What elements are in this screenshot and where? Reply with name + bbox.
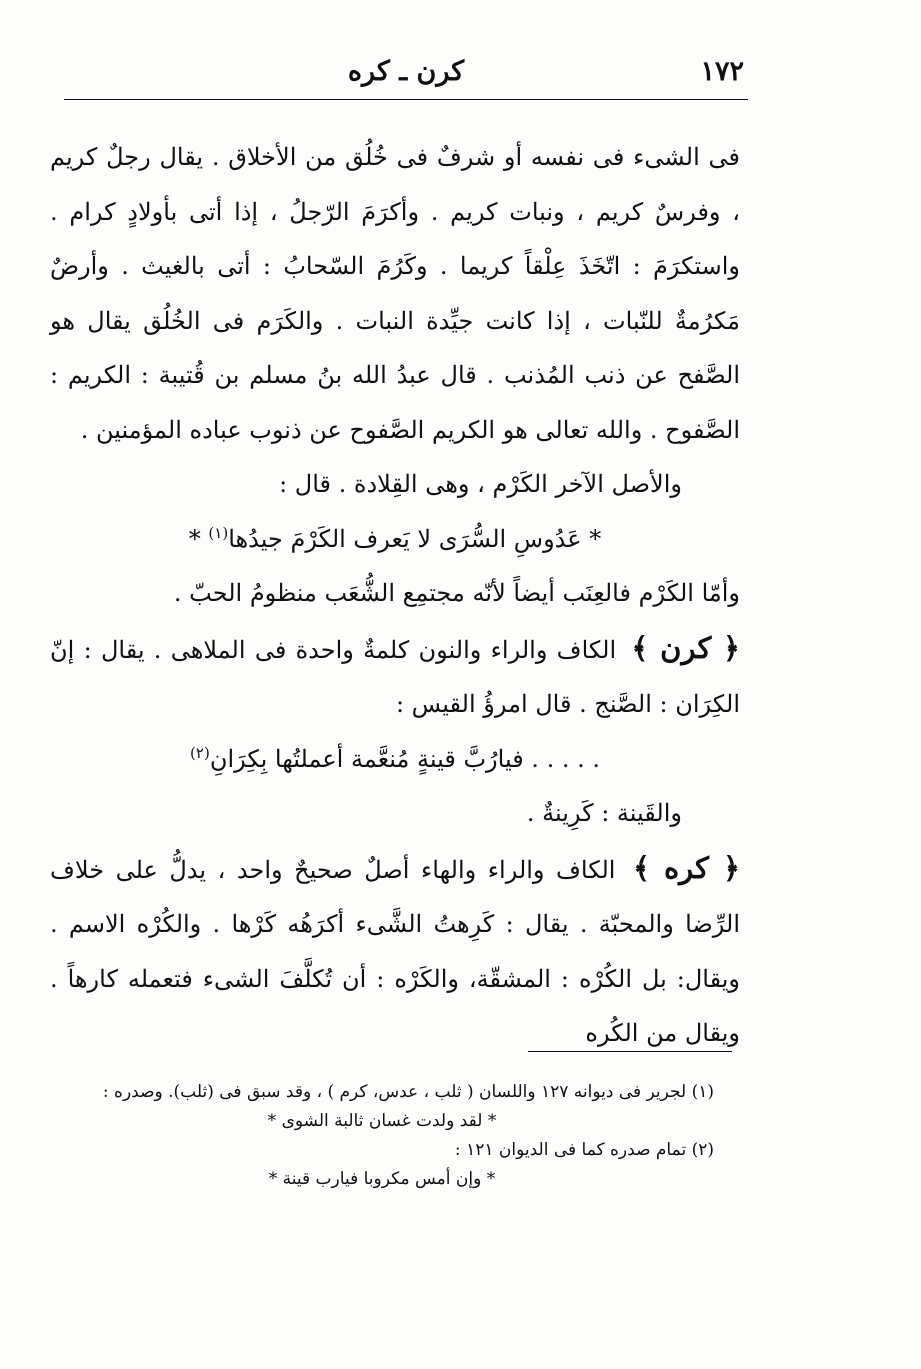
paragraph-karm-grapes: وأمّا الكَرْم فالعِنَب أيضاً لأنّه مجتمِع الشُّعَب منظومُ الحبّ . [173,579,740,607]
header-rule [64,99,748,100]
verse-end-mark: * [188,524,201,553]
running-title: كرن ـ كره [347,56,465,87]
verse-quote-2 [50,732,740,787]
footnote-2-verse: * وإن أمس مكروبا فيارب قينة * [268,1169,496,1189]
entry-karh-text: الكاف والراء والهاء أصلٌ صحيحٌ واحد ، يدلُّ على خلاف الرِّضا والمحبّة . يقال : كَرِهتُ الشَّىء أكرَهُه كَرْها . والكُرْه الاسم . ويقال: بل الكُرْه : المشقّة، والكَرْه : أن تُكلَّفَ الشىء فتعمله كارهاً . ويقال من الكُره [50,855,740,1047]
verse-quote-1 [50,512,740,567]
entry-karh [50,841,740,1061]
verse-text: * عَدُوسِ السُّرَى لا يَعرف الكَرْمَ جيدُها [228,524,602,553]
headword-karn: ﴿ كرن ﴾ [631,630,741,665]
page-number: ١٧٢ [700,56,744,87]
verse-text: . . . . . فيارُبَّ قينةٍ مُنعَّمة أعملتُها بِكِرَانِ [209,744,600,773]
footnote-2: (٢) تمام صدره كما فى الديوان ١٢١ : [454,1140,714,1160]
footnote-rule [528,1051,732,1052]
footnote-1-verse: * لقد ولدت غسان ثالبة الشوى * [267,1111,497,1131]
paragraph-qayna: والقَينة : كَرِينةٌ . [526,799,682,827]
main-text [50,130,740,1061]
entry-karn [50,621,740,732]
entry-karn-text: الكاف والراء والنون كلمةٌ واحدة فى الملاهى . يقال : إنّ الكِرَان : الصَّنج . قال امرؤُ القيس : [50,635,740,718]
headword-karh: ﴿ كره ﴾ [633,850,740,885]
footnotes [50,1078,714,1194]
footnote-ref-2: (٢) [190,743,210,762]
footnote-1: (١) لجرير فى ديوانه ١٢٧ واللسان ( ثلب ، عدس، كرم ) ، وقد سبق فى (ثلب). وصدره : [102,1082,714,1102]
paragraph-karam-end: فى الشىء فى نفسه أو شرفٌ فى خُلُق من الأخلاق . يقال رجلٌ كريم ، وفرسٌ كريم ، ونبات كريم . وأكرَمَ الرّجلُ ، إذا أتى بأولادٍ كرام . واستكرَمَ : اتّخَذَ عِلْقاً كريما . وكَرُمَ السّحابُ : أتى بالغيث . وأرضٌ مَكرُمةٌ للنّبات ، إذا كانت جيِّدة النبات . والكَرَم فى الخُلُق يقال هو الصَّفح عن ذنب المُذنب . قال عبدُ الله بنُ مسلم بن قُتيبة : الكريم : الصَّفوح . والله تعالى هو الكريم الصَّفوح عن ذنوب عباده المؤمنين . [50,143,740,444]
footnote-ref-1: (١) [208,523,229,542]
page-header [64,56,748,100]
paragraph-karm-necklace: والأصل الآخر الكَرْم ، وهى القِلادة . قال : [279,470,682,498]
